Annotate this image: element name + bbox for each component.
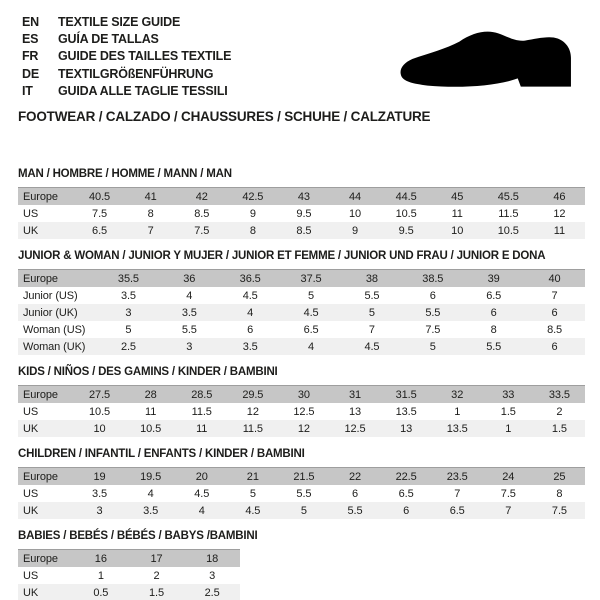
table-row: [18, 338, 585, 355]
size-cell: 13.5: [432, 420, 483, 437]
size-cell: 2.5: [98, 338, 159, 355]
language-code: DE: [22, 66, 39, 81]
size-cell: 3.5: [125, 502, 176, 519]
row-label: Junior (US): [23, 289, 78, 302]
size-cell: 28.5: [176, 386, 227, 404]
size-cell: 6.5: [432, 502, 483, 519]
size-cell: 4.5: [342, 338, 403, 355]
size-cell: 5.5: [364, 289, 380, 302]
size-tables-area: [18, 168, 585, 600]
language-code: EN: [22, 14, 39, 29]
row-label: Europe: [18, 188, 74, 206]
size-cell: 3: [98, 304, 159, 321]
size-table-section: [18, 168, 585, 239]
table-row: [18, 403, 585, 420]
size-cell: 5.5: [402, 304, 463, 321]
size-cell: 11.5: [498, 207, 519, 220]
size-cell: 4: [176, 502, 227, 519]
language-list: [22, 13, 231, 100]
size-cell: 12: [278, 420, 329, 437]
size-cell: 5.5: [463, 338, 524, 355]
size-cell: 37.5: [281, 270, 342, 288]
size-table-section: [18, 366, 585, 437]
size-cell: 1.5: [500, 405, 516, 418]
size-cell: 5: [125, 323, 132, 336]
size-cell: 4: [186, 289, 193, 302]
size-cell: 12: [246, 405, 259, 418]
language-code: IT: [22, 84, 33, 99]
table-row: [18, 304, 585, 321]
size-cell: 3.5: [159, 304, 220, 321]
size-cell: 11: [534, 222, 585, 239]
size-cell: 3.5: [220, 338, 281, 355]
row-label: Europe: [18, 270, 98, 288]
language-row: [22, 83, 231, 100]
size-cell: 9.5: [296, 207, 312, 220]
size-cell: 33.5: [534, 386, 585, 404]
size-cell: 45.5: [483, 188, 534, 206]
dress-shoe-icon: [399, 28, 573, 91]
size-cell: 4.5: [194, 487, 210, 500]
size-cell: 6: [463, 304, 524, 321]
size-cell: 35.5: [98, 270, 159, 288]
size-cell: 7.5: [425, 323, 441, 336]
size-table-section: [18, 448, 585, 519]
size-cell: 27.5: [74, 386, 125, 404]
size-cell: 7: [551, 289, 558, 302]
table-row: [18, 270, 585, 288]
size-cell: 6: [524, 304, 585, 321]
size-cell: 4: [281, 338, 342, 355]
size-cell: 6.5: [74, 222, 125, 239]
size-cell: 24: [483, 468, 534, 486]
dress-shoe-icon-path: [401, 32, 571, 87]
size-cell: 30: [278, 386, 329, 404]
size-cell: 25: [534, 468, 585, 486]
size-cell: 13: [381, 420, 432, 437]
table-row: [18, 468, 585, 486]
size-table: [18, 269, 585, 355]
size-cell: 9: [329, 222, 380, 239]
size-cell: 3: [209, 569, 216, 582]
size-cell: 10: [74, 420, 125, 437]
section-title: JUNIOR & WOMAN / JUNIOR Y MUJER / JUNIOR ET FEMME / JUNIOR UND FRAU / JUNIOR E DONA: [18, 250, 546, 262]
size-cell: 6.5: [398, 487, 414, 500]
size-cell: 1.5: [129, 584, 185, 600]
size-cell: 10.5: [483, 222, 534, 239]
language-label: GUÍA DE TALLAS: [58, 32, 159, 47]
size-cell: 44.5: [381, 188, 432, 206]
row-label: Woman (UK): [18, 338, 98, 355]
language-row: [22, 30, 231, 47]
row-label: Woman (US): [23, 323, 86, 336]
size-table: [18, 187, 585, 239]
size-cell: 38: [342, 270, 403, 288]
size-cell: 29.5: [227, 386, 278, 404]
size-cell: 0.5: [73, 584, 129, 600]
size-cell: 9: [249, 207, 256, 220]
row-label: UK: [18, 222, 74, 239]
table-row: [18, 550, 240, 568]
size-cell: 43: [278, 188, 329, 206]
section-title: CHILDREN / INFANTIL / ENFANTS / KINDER / BAMBINI: [18, 448, 305, 460]
row-label: US: [23, 207, 39, 220]
table-row: [18, 287, 585, 304]
size-cell: 4.5: [281, 304, 342, 321]
language-label: TEXTILE SIZE GUIDE: [58, 14, 181, 29]
size-cell: 5: [278, 502, 329, 519]
size-cell: 36: [159, 270, 220, 288]
row-label: UK: [18, 584, 73, 600]
size-cell: 8: [556, 487, 563, 500]
size-cell: 16: [73, 550, 129, 568]
size-cell: 7: [368, 323, 375, 336]
size-cell: 12.5: [329, 420, 380, 437]
size-cell: 19: [74, 468, 125, 486]
size-cell: 42.5: [227, 188, 278, 206]
size-cell: 11.5: [191, 405, 212, 418]
row-label: Europe: [18, 550, 73, 568]
size-cell: 8.5: [547, 323, 563, 336]
table-row: [18, 502, 585, 519]
table-row: [18, 386, 585, 404]
row-label: Junior (UK): [18, 304, 98, 321]
row-label: Europe: [18, 468, 74, 486]
row-label: UK: [18, 420, 74, 437]
size-cell: 38.5: [402, 270, 463, 288]
size-cell: 1.5: [534, 420, 585, 437]
size-cell: 41: [125, 188, 176, 206]
size-cell: 6.5: [303, 323, 319, 336]
row-label: Europe: [18, 386, 74, 404]
size-cell: 11: [176, 420, 227, 437]
size-cell: 1: [454, 405, 461, 418]
size-cell: 11.5: [227, 420, 278, 437]
size-cell: 36.5: [220, 270, 281, 288]
size-cell: 5: [308, 289, 315, 302]
size-cell: 2: [153, 569, 160, 582]
category-title: FOOTWEAR / CALZADO / CHAUSSURES / SCHUHE / CALZATURE: [18, 109, 431, 124]
size-cell: 3: [74, 502, 125, 519]
size-cell: 20: [176, 468, 227, 486]
size-cell: 7: [125, 222, 176, 239]
size-cell: 7.5: [176, 222, 227, 239]
size-cell: 22.5: [381, 468, 432, 486]
size-cell: 6: [381, 502, 432, 519]
size-cell: 7.5: [534, 502, 585, 519]
size-cell: 1: [97, 569, 104, 582]
size-cell: 6: [524, 338, 585, 355]
size-cell: 13.5: [395, 405, 417, 418]
size-cell: 4: [220, 304, 281, 321]
row-label: US: [23, 487, 39, 500]
size-cell: 6: [429, 289, 436, 302]
size-cell: 10: [432, 222, 483, 239]
language-row: [22, 13, 231, 30]
size-cell: 21: [227, 468, 278, 486]
language-label: TEXTILGRÖßENFÜHRUNG: [58, 66, 214, 81]
size-cell: 8.5: [194, 207, 210, 220]
size-cell: 4.5: [242, 289, 258, 302]
size-cell: 6: [352, 487, 359, 500]
table-row: [18, 188, 585, 206]
table-row: [18, 321, 585, 338]
table-row: [18, 420, 585, 437]
size-cell: 10.5: [89, 405, 111, 418]
size-cell: 7.5: [92, 207, 108, 220]
size-cell: 28: [125, 386, 176, 404]
size-cell: 45: [432, 188, 483, 206]
language-code: ES: [22, 32, 39, 47]
size-cell: 2.5: [184, 584, 240, 600]
size-cell: 31.5: [381, 386, 432, 404]
size-cell: 19.5: [125, 468, 176, 486]
size-cell: 1: [483, 420, 534, 437]
size-cell: 12.5: [293, 405, 315, 418]
table-row: [18, 222, 585, 239]
size-cell: 4: [147, 487, 154, 500]
size-cell: 22: [329, 468, 380, 486]
size-cell: 11: [451, 207, 463, 220]
size-cell: 9.5: [381, 222, 432, 239]
size-cell: 5: [402, 338, 463, 355]
size-cell: 8: [147, 207, 154, 220]
size-cell: 40.5: [74, 188, 125, 206]
size-cell: 33: [483, 386, 534, 404]
size-cell: 5.5: [329, 502, 380, 519]
size-cell: 6.5: [486, 289, 502, 302]
row-label: US: [23, 569, 39, 582]
size-cell: 42: [176, 188, 227, 206]
language-label: GUIDA ALLE TAGLIE TESSILI: [58, 84, 228, 99]
size-cell: 2: [556, 405, 563, 418]
size-cell: 3: [159, 338, 220, 355]
size-cell: 5.5: [296, 487, 312, 500]
size-cell: 6: [247, 323, 254, 336]
size-cell: 5: [249, 487, 256, 500]
language-label: GUIDE DES TAILLES TEXTILE: [58, 49, 232, 64]
language-row: [22, 48, 231, 65]
row-label: UK: [18, 502, 74, 519]
size-cell: 23.5: [432, 468, 483, 486]
size-table: [18, 549, 240, 600]
size-cell: 3.5: [120, 289, 136, 302]
size-cell: 40: [524, 270, 585, 288]
language-code: FR: [22, 49, 39, 64]
size-cell: 8.5: [278, 222, 329, 239]
section-title: MAN / HOMBRE / HOMME / MANN / MAN: [18, 168, 232, 180]
size-cell: 31: [329, 386, 380, 404]
section-title: KIDS / NIÑOS / DES GAMINS / KINDER / BAMBINI: [18, 366, 278, 378]
row-label: US: [23, 405, 39, 418]
size-cell: 3.5: [92, 487, 108, 500]
size-cell: 44: [329, 188, 380, 206]
size-cell: 7: [454, 487, 461, 500]
size-cell: 46: [534, 188, 585, 206]
table-row: [18, 205, 585, 222]
size-cell: 21.5: [278, 468, 329, 486]
size-cell: 10: [348, 207, 362, 220]
size-table-section: [18, 530, 585, 600]
size-cell: 39: [463, 270, 524, 288]
size-cell: 5: [342, 304, 403, 321]
size-cell: 8: [490, 323, 497, 336]
size-cell: 18: [184, 550, 240, 568]
size-cell: 10.5: [125, 420, 176, 437]
section-title: BABIES / BEBÉS / BÉBÉS / BABYS /BAMBINI: [18, 530, 258, 542]
size-cell: 7.5: [500, 487, 516, 500]
table-row: [18, 567, 240, 584]
table-row: [18, 584, 240, 600]
size-table: [18, 385, 585, 437]
size-cell: 17: [129, 550, 185, 568]
size-cell: 10.5: [395, 207, 417, 220]
size-cell: 7: [483, 502, 534, 519]
table-row: [18, 485, 585, 502]
language-row: [22, 65, 231, 82]
size-cell: 12: [553, 207, 566, 220]
size-cell: 8: [227, 222, 278, 239]
size-cell: 5.5: [181, 323, 197, 336]
size-cell: 4.5: [227, 502, 278, 519]
size-table-section: [18, 250, 585, 355]
size-cell: 32: [432, 386, 483, 404]
size-table: [18, 467, 585, 519]
size-cell: 13: [348, 405, 362, 418]
size-cell: 11: [145, 405, 157, 418]
